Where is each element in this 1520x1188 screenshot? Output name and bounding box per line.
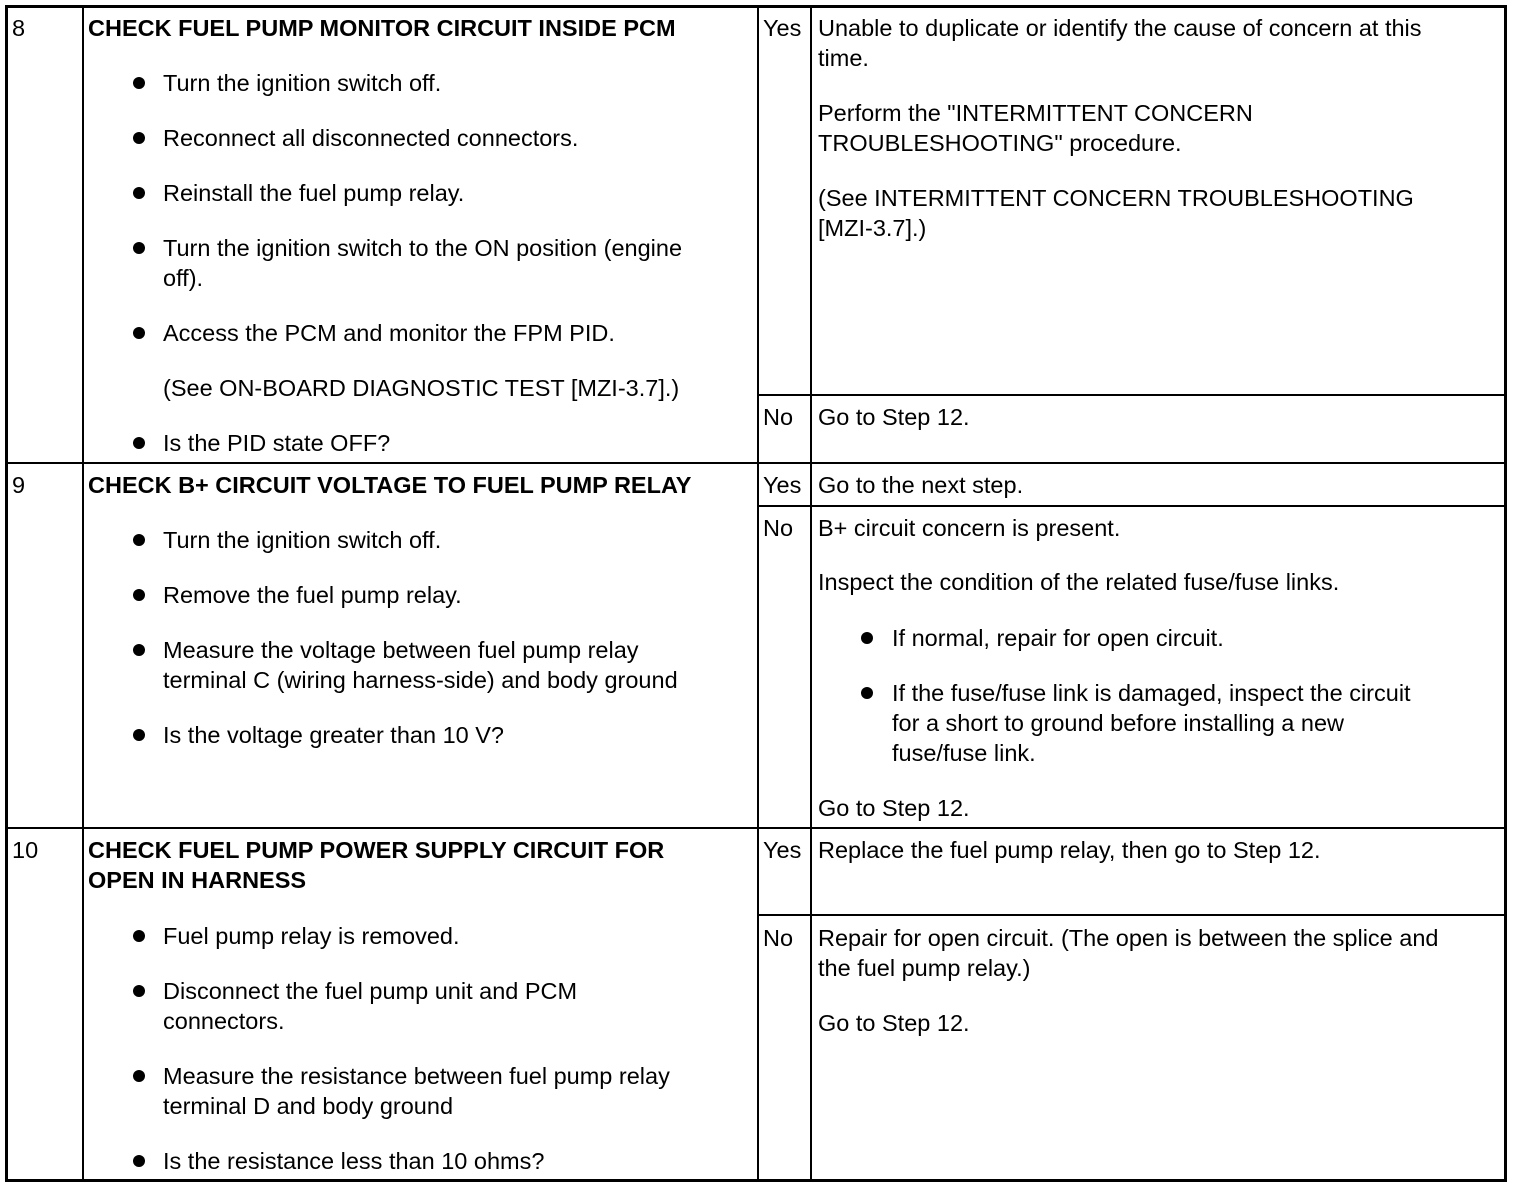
step10-action-1: Fuel pump relay is removed. xyxy=(163,923,460,949)
step8-yes-no-divider xyxy=(757,394,1506,396)
step9-no-goto: Go to Step 12. xyxy=(818,795,970,821)
step9-no-bullet-2-line2: for a short to ground before installing a new xyxy=(892,710,1344,736)
bullet-icon xyxy=(133,132,145,144)
step8-action-4-line2: off). xyxy=(163,265,204,291)
bullet-icon xyxy=(133,242,145,254)
bullet-icon xyxy=(133,77,145,89)
bullet-icon xyxy=(133,1155,145,1167)
bullet-icon xyxy=(133,930,145,942)
column-divider-result xyxy=(810,6,812,1180)
step10-no-goto: Go to Step 12. xyxy=(818,1010,970,1036)
bullet-icon xyxy=(861,687,873,699)
step9-no-bullet-2-line3: fuse/fuse link. xyxy=(892,740,1036,766)
bullet-icon xyxy=(133,327,145,339)
step9-action-2: Remove the fuel pump relay. xyxy=(163,582,462,608)
step8-action-3: Reinstall the fuel pump relay. xyxy=(163,180,465,206)
step9-no-intro: B+ circuit concern is present. xyxy=(818,515,1121,541)
step8-no-label: No xyxy=(763,404,794,430)
bullet-icon xyxy=(133,729,145,741)
step8-action-2: Reconnect all disconnected connectors. xyxy=(163,125,579,151)
step9-action-3-line2: terminal C (wiring harness-side) and body ground xyxy=(163,667,678,693)
column-divider-step xyxy=(82,6,84,1180)
step10-no-repair-line1: Repair for open circuit. (The open is between the splice and xyxy=(818,925,1439,951)
step8-yes-line6: [MZI-3.7].) xyxy=(818,215,927,241)
step9-number: 9 xyxy=(12,472,26,498)
step9-action-1: Turn the ignition switch off. xyxy=(163,527,442,553)
bullet-icon xyxy=(861,632,873,644)
step8-yes-line3: Perform the "INTERMITTENT CONCERN xyxy=(818,100,1253,126)
step10-action-2-line2: connectors. xyxy=(163,1008,285,1034)
step9-title: CHECK B+ CIRCUIT VOLTAGE TO FUEL PUMP RELAY xyxy=(88,472,692,498)
step9-no-label: No xyxy=(763,515,794,541)
step9-question: Is the voltage greater than 10 V? xyxy=(163,722,504,748)
step10-title-line2: OPEN IN HARNESS xyxy=(88,867,307,893)
bullet-icon xyxy=(133,589,145,601)
step8-yes-label: Yes xyxy=(763,15,802,41)
step8-number: 8 xyxy=(12,15,26,41)
column-divider-action xyxy=(757,6,759,1180)
step9-yes-no-divider xyxy=(757,505,1506,507)
step8-yes-line1: Unable to duplicate or identify the cause of concern at this xyxy=(818,15,1422,41)
step10-question: Is the resistance less than 10 ohms? xyxy=(163,1148,545,1174)
step10-number: 10 xyxy=(12,837,39,863)
step9-no-bullet-1: If normal, repair for open circuit. xyxy=(892,625,1224,651)
step8-title: CHECK FUEL PUMP MONITOR CIRCUIT INSIDE PCM xyxy=(88,15,676,41)
step9-yes-label: Yes xyxy=(763,472,802,498)
bullet-icon xyxy=(133,187,145,199)
step8-action-1: Turn the ignition switch off. xyxy=(163,70,442,96)
step9-action-3-line1: Measure the voltage between fuel pump relay xyxy=(163,637,639,663)
step10-yes-label: Yes xyxy=(763,837,802,863)
step10-action-2-line1: Disconnect the fuel pump unit and PCM xyxy=(163,978,578,1004)
bullet-icon xyxy=(133,534,145,546)
step10-no-repair-line2: the fuel pump relay.) xyxy=(818,955,1031,981)
step10-yes-no-divider xyxy=(757,914,1506,916)
step8-yes-line2: time. xyxy=(818,45,869,71)
step10-action-3-line2: terminal D and body ground xyxy=(163,1093,454,1119)
step8-yes-line4: TROUBLESHOOTING" procedure. xyxy=(818,130,1182,156)
row-divider-9-10 xyxy=(6,827,1506,829)
step9-no-bullet-2-line1: If the fuse/fuse link is damaged, inspect the circuit xyxy=(892,680,1411,706)
bullet-icon xyxy=(133,437,145,449)
bullet-icon xyxy=(133,644,145,656)
step8-yes-line5: (See INTERMITTENT CONCERN TROUBLESHOOTING xyxy=(818,185,1414,211)
row-divider-8-9 xyxy=(6,462,1506,464)
step8-see-reference: (See ON-BOARD DIAGNOSTIC TEST [MZI-3.7].) xyxy=(163,375,680,401)
step10-action-3-line1: Measure the resistance between fuel pump relay xyxy=(163,1063,670,1089)
step10-yes-result: Replace the fuel pump relay, then go to Step 12. xyxy=(818,837,1321,863)
step8-action-4-line1: Turn the ignition switch to the ON position (engine xyxy=(163,235,683,261)
step8-question: Is the PID state OFF? xyxy=(163,430,391,456)
step9-yes-result: Go to the next step. xyxy=(818,472,1024,498)
step8-no-result: Go to Step 12. xyxy=(818,404,970,430)
bullet-icon xyxy=(133,1070,145,1082)
step10-no-label: No xyxy=(763,925,794,951)
step8-action-5: Access the PCM and monitor the FPM PID. xyxy=(163,320,615,346)
step9-no-inspect: Inspect the condition of the related fuse/fuse links. xyxy=(818,569,1340,595)
step10-title-line1: CHECK FUEL PUMP POWER SUPPLY CIRCUIT FOR xyxy=(88,837,665,863)
bullet-icon xyxy=(133,985,145,997)
